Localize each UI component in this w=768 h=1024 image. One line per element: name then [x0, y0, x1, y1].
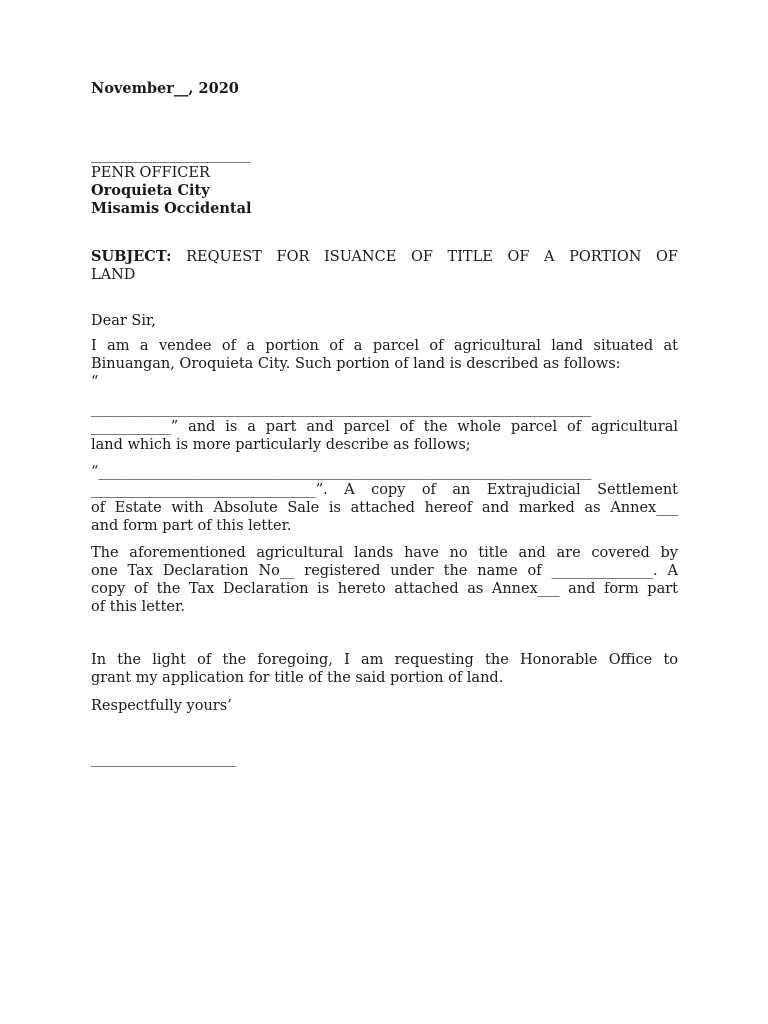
para2-line-2: _______________________________”. A copy of an Extrajudicial Settlement: [91, 482, 678, 498]
subject-block: [91, 248, 678, 284]
paragraph-1-cont: [91, 400, 678, 454]
para4-line-2: grant my application for title of the said portion of land.: [91, 670, 504, 686]
para3-line-2: one Tax Declaration No__ registered under the name of ______________. A: [91, 563, 678, 579]
recipient-province: Misamis Occidental: [91, 200, 252, 217]
recipient-block: [91, 146, 678, 218]
para2-line-3: of Estate with Absolute Sale is attached hereof and marked as Annex___: [91, 500, 678, 516]
paragraph-1: [91, 337, 678, 391]
para3-line-4: of this letter.: [91, 599, 185, 615]
salutation: Dear Sir,: [91, 313, 156, 329]
para3-line-3: copy of the Tax Declaration is hereto attached as Annex___ and form part: [91, 581, 678, 597]
closing: Respectfully yours’: [91, 698, 232, 714]
subject-text-2: LAND: [91, 267, 136, 283]
recipient-name-line: ______________________: [91, 147, 251, 163]
para1-line-4: ___________” and is a part and parcel of the whole parcel of agricultural: [91, 419, 678, 435]
subject-line-1: [91, 248, 678, 266]
subject-label: SUBJECT:: [91, 248, 172, 265]
para2-line-4: and form part of this letter.: [91, 518, 292, 534]
para3-line-1: The aforementioned agricultural lands have no title and are covered by: [91, 545, 678, 561]
recipient-title: PENR OFFICER: [91, 165, 210, 181]
recipient-city: Oroquieta City: [91, 182, 210, 199]
letter-date: November__, 2020: [91, 80, 239, 97]
para1-blank-line: _____________________________________________________________________: [91, 401, 592, 417]
signature-line: ____________________: [91, 751, 236, 767]
paragraph-3: [91, 544, 678, 616]
paragraph-4: [91, 651, 678, 687]
subject-text-1: REQUEST FOR ISUANCE OF TITLE OF A PORTION OF: [186, 249, 678, 265]
para1-line-5: land which is more particularly describe as follows;: [91, 437, 471, 453]
para1-open-quote: “: [91, 374, 99, 390]
paragraph-2: [91, 463, 678, 535]
para1-line-2: Binuangan, Oroquieta City. Such portion of land is described as follows:: [91, 356, 621, 372]
para4-line-1: In the light of the foregoing, I am requesting the Honorable Office to: [91, 652, 678, 668]
para2-line-1: “____________________________________________________________________: [91, 464, 592, 480]
para1-line-1: I am a vendee of a portion of a parcel of agricultural land situated at: [91, 338, 678, 354]
